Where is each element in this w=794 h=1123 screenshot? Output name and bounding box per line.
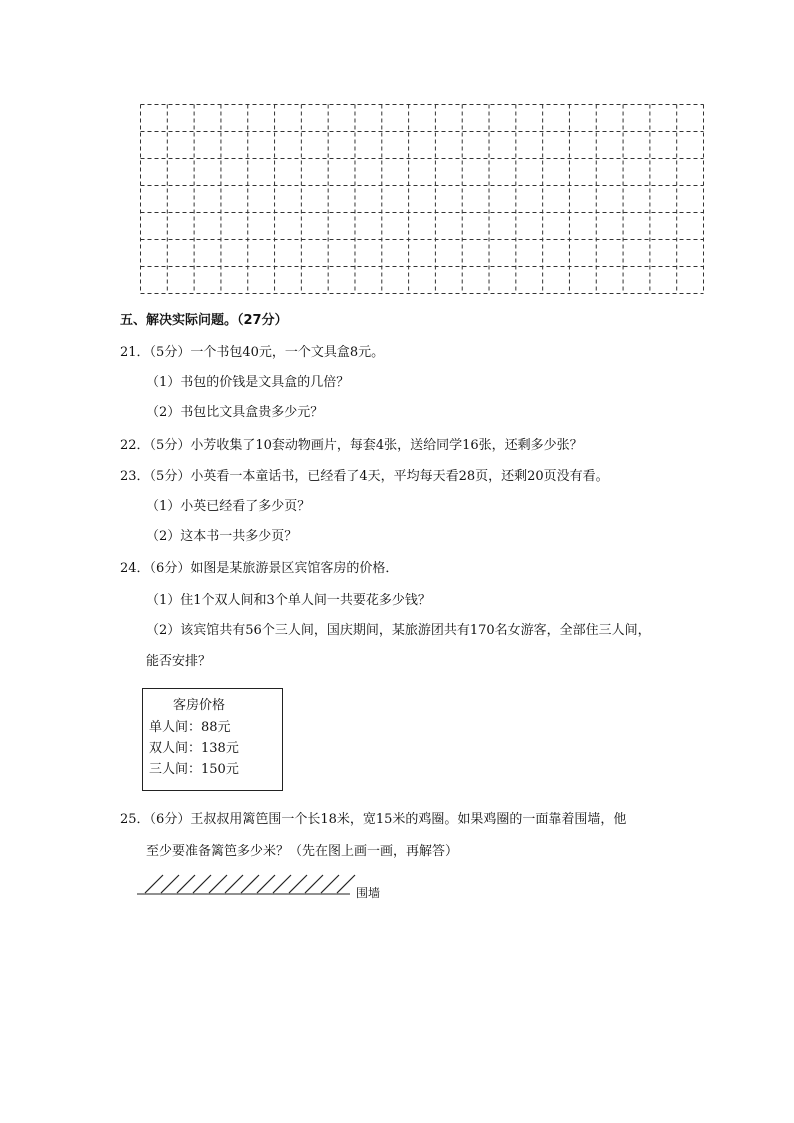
question-24-part-2-line-2: 能否安排？ [146, 654, 212, 669]
price-row-double: 双人间：138元 [149, 741, 239, 756]
hatch-line [145, 875, 163, 893]
hatch-line [289, 875, 307, 893]
hatch-line [241, 875, 259, 893]
question-21: 21．（5分）一个书包40元，一个文具盒8元。 [120, 345, 385, 360]
hatch-line [225, 875, 243, 893]
question-21-part-2: （2）书包比文具盒贵多少元？ [146, 405, 324, 420]
hatch-line [161, 875, 179, 893]
question-24-part-1: （1）住1个双人间和3个单人间一共要花多少钱？ [146, 593, 431, 608]
question-23-part-1: （1）小英已经看了多少页？ [146, 499, 311, 514]
price-table-title: 客房价格 [173, 698, 226, 713]
hatch-line [193, 875, 211, 893]
hatch-line [209, 875, 227, 893]
question-24-part-2-line-1: （2）该宾馆共有56个三人间，国庆期间，某旅游团共有170名女游客，全部住三人间， [146, 623, 651, 638]
question-25-line-2: 至少要准备篱笆多少米？（先在图上画一画，再解答） [146, 844, 459, 859]
hatch-line [257, 875, 275, 893]
question-23: 23．（5分）小英看一本童话书，已经看了4天，平均每天看28页，还剩20页没有看。 [120, 469, 609, 484]
question-23-part-2: （2）这本书一共多少页？ [146, 529, 298, 544]
room-price-table [142, 688, 283, 791]
question-21-part-1: （1）书包的价钱是文具盒的几倍？ [146, 375, 350, 390]
hatch-line [337, 875, 355, 893]
section-title: 五、解决实际问题。（27分） [120, 313, 288, 328]
question-22: 22．（5分）小芳收集了10套动物画片，每套4张，送给同学16张，还剩多少张？ [120, 438, 583, 453]
wall-hatching [145, 875, 355, 893]
question-25-line-1: 25．（6分）王叔叔用篱笆围一个长18米，宽15米的鸡圈。如果鸡圈的一面靠着围墙，他 [120, 812, 627, 827]
wall-label: 围墙 [356, 886, 381, 900]
hatch-line [177, 875, 195, 893]
hatch-line [273, 875, 291, 893]
price-row-single: 单人间：88元 [149, 720, 231, 735]
hatch-line [321, 875, 339, 893]
question-24: 24．（6分）如图是某旅游景区宾馆客房的价格． [120, 561, 399, 576]
answer-grid [140, 104, 704, 294]
hatch-line [305, 875, 323, 893]
price-row-triple: 三人间：150元 [149, 762, 239, 777]
